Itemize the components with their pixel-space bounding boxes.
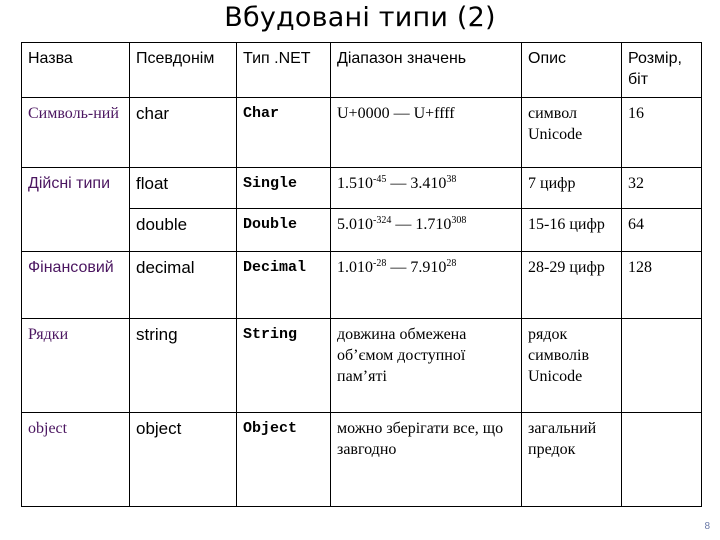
net-type: Double	[237, 209, 331, 252]
value-range	[331, 168, 522, 209]
net-type: Single	[237, 168, 331, 209]
net-type: Char	[237, 98, 331, 168]
range-base: 1.510	[337, 175, 373, 192]
net-type: String	[237, 319, 331, 413]
slide-title: Вбудовані типи (2)	[224, 2, 496, 33]
type-alias: float	[130, 168, 237, 209]
table-row	[22, 209, 702, 252]
value-range: можно зберігати все, що завгодно	[331, 413, 522, 507]
header-description: Опис	[522, 43, 622, 98]
range-separator: — 1.710	[391, 216, 452, 233]
header-row	[22, 43, 702, 98]
table-row	[22, 319, 702, 413]
table-row	[22, 413, 702, 507]
type-description: 7 цифр	[522, 168, 622, 209]
type-size: 128	[622, 252, 702, 319]
type-size: 16	[622, 98, 702, 168]
table-row	[22, 168, 702, 209]
range-base: 5.010	[337, 216, 373, 233]
header-alias: Псевдонім	[130, 43, 237, 98]
range-exponent: -45	[373, 174, 387, 185]
type-alias: decimal	[130, 252, 237, 319]
builtin-types-table	[21, 42, 702, 507]
table-row	[22, 98, 702, 168]
net-type: Object	[237, 413, 331, 507]
type-alias: char	[130, 98, 237, 168]
type-name: Рядки	[22, 319, 130, 413]
net-type: Decimal	[237, 252, 331, 319]
type-description: загальний предок	[522, 413, 622, 507]
range-separator: — 7.910	[386, 259, 447, 276]
range-base: 1.010	[337, 259, 373, 276]
type-description: 28-29 цифр	[522, 252, 622, 319]
type-name: Дійсні типи	[22, 168, 130, 209]
table-row	[22, 252, 702, 319]
type-name: Фінансовий	[22, 252, 130, 319]
range-exponent: -324	[373, 215, 392, 226]
type-alias: double	[130, 209, 237, 252]
type-description: символ Unicode	[522, 98, 622, 168]
type-description: 15-16 цифр	[522, 209, 622, 252]
type-name: Символь-ний	[22, 98, 130, 168]
type-description: рядок символів Unicode	[522, 319, 622, 413]
value-range: U+0000 — U+ffff	[331, 98, 522, 168]
header-net-type: Тип .NET	[237, 43, 331, 98]
header-name: Назва	[22, 43, 130, 98]
range-exponent: -28	[373, 258, 387, 269]
header-range: Діапазон значень	[331, 43, 522, 98]
value-range: довжина обмежена об’ємом доступної пам’яті	[331, 319, 522, 413]
page-number: 8	[704, 521, 710, 532]
range-separator: — 3.410	[386, 175, 447, 192]
type-size	[622, 413, 702, 507]
type-name-empty	[22, 209, 130, 252]
range-exponent: 28	[446, 258, 457, 269]
type-name: object	[22, 413, 130, 507]
type-size: 32	[622, 168, 702, 209]
range-exponent: 38	[446, 174, 457, 185]
value-range	[331, 252, 522, 319]
header-size: Розмір, біт	[622, 43, 702, 98]
type-size: 64	[622, 209, 702, 252]
type-size	[622, 319, 702, 413]
type-alias: string	[130, 319, 237, 413]
value-range	[331, 209, 522, 252]
type-alias: object	[130, 413, 237, 507]
range-exponent: 308	[451, 215, 467, 226]
